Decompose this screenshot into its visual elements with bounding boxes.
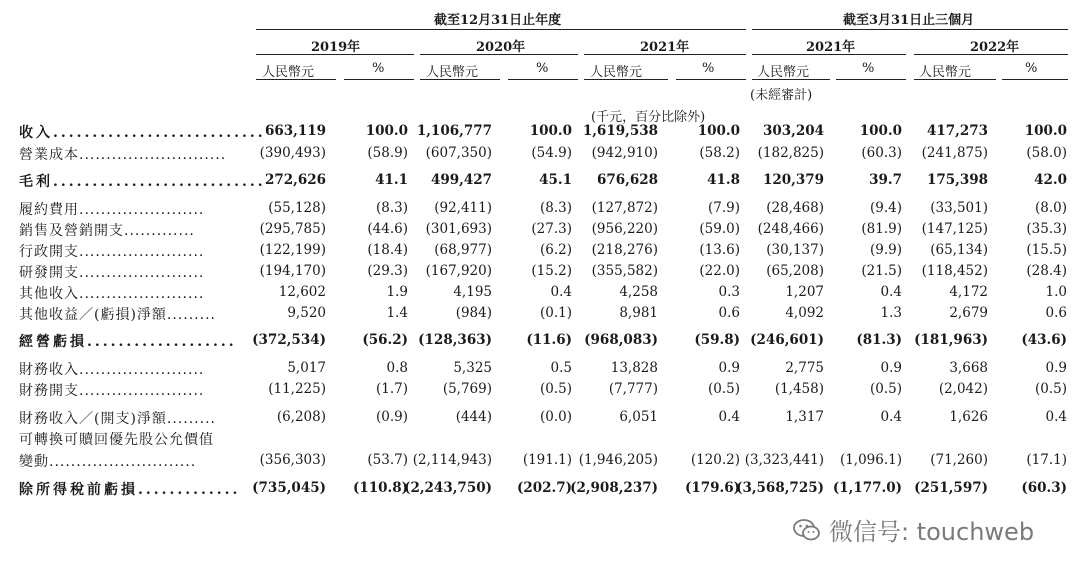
cell-q2021-rmb: (3,323,441) (744, 452, 824, 468)
cell-2020-pct: 45.1 (539, 172, 572, 188)
cell-2020-rmb: (984) (455, 305, 492, 321)
wechat-icon (793, 518, 821, 542)
cell-2020-rmb: (2,243,750) (404, 480, 492, 496)
cell-q2021-rmb: 120,379 (762, 172, 824, 188)
cell-2020-rmb: (2,114,943) (412, 452, 492, 468)
cell-2019-rmb: (356,303) (259, 452, 326, 468)
cell-q2022-pct: (58.0) (1026, 145, 1067, 161)
cell-2020-pct: (191.1) (522, 452, 572, 468)
cell-2021-pct: 41.8 (707, 172, 740, 188)
cell-2019-pct: (53.7) (367, 452, 408, 468)
cell-2021-rmb: 8,981 (619, 305, 658, 321)
cell-q2022-rmb: (71,260) (930, 452, 988, 468)
cell-2019-rmb: (295,785) (259, 221, 326, 237)
cell-2019-rmb: 12,602 (278, 284, 326, 300)
header-year-group: 截至12月31日止年度 (434, 13, 562, 28)
cell-2020-pct: 0.4 (550, 284, 572, 300)
unit-pct: % (372, 61, 385, 76)
row-label: 毛利........................... (19, 174, 266, 190)
cell-q2022-pct: (17.1) (1026, 452, 1067, 468)
cell-q2022-rmb: (147,125) (921, 221, 988, 237)
cell-2019-pct: 1.4 (386, 305, 408, 321)
row-label: 變動........................... (19, 454, 197, 470)
cell-2021-rmb: (127,872) (591, 200, 658, 216)
cell-q2022-pct: 0.4 (1045, 409, 1067, 425)
cell-2021-rmb: (2,908,237) (570, 480, 658, 496)
cell-2020-pct: (0.0) (539, 409, 572, 425)
cell-2021-pct: (59.0) (699, 221, 740, 237)
cell-q2022-pct: (28.4) (1026, 263, 1067, 279)
rule-year (752, 54, 906, 55)
cell-q2021-pct: (9.4) (869, 200, 902, 216)
cell-q2021-rmb: 303,204 (762, 123, 824, 139)
cell-q2022-pct: (35.3) (1026, 221, 1067, 237)
cell-2019-rmb: (11,225) (268, 381, 326, 397)
cell-2020-rmb: (444) (455, 409, 492, 425)
cell-q2021-rmb: 4,092 (785, 305, 824, 321)
cell-2021-pct: 0.4 (718, 409, 740, 425)
cell-2019-pct: (110.8) (352, 480, 408, 496)
rule-year (420, 54, 578, 55)
cell-2019-pct: (56.2) (362, 332, 408, 348)
cell-2019-pct: (44.6) (367, 221, 408, 237)
cell-q2021-pct: (81.9) (861, 221, 902, 237)
cell-2020-pct: (0.1) (539, 305, 572, 321)
cell-q2021-pct: 0.9 (880, 360, 902, 376)
cell-2019-rmb: (6,208) (276, 409, 326, 425)
cell-2020-rmb: (167,920) (425, 263, 492, 279)
cell-q2021-rmb: (28,468) (766, 200, 824, 216)
unaudited-note: (未經審計) (750, 88, 813, 103)
cell-q2022-pct: 42.0 (1034, 172, 1067, 188)
cell-2019-pct: (29.3) (367, 263, 408, 279)
cell-2020-pct: (202.7) (516, 480, 572, 496)
unit-rmb: 人民幣元 (919, 65, 972, 80)
cell-2020-rmb: 1,106,777 (416, 123, 492, 139)
cell-2019-pct: (18.4) (367, 242, 408, 258)
cell-2020-pct: 100.0 (529, 123, 572, 139)
cell-2021-rmb: (218,276) (591, 242, 658, 258)
cell-2019-rmb: (372,534) (252, 332, 326, 348)
row-label: 履約費用....................... (19, 202, 205, 218)
cell-2021-rmb: 4,258 (619, 284, 658, 300)
cell-q2021-rmb: (65,208) (766, 263, 824, 279)
cell-q2022-rmb: (118,452) (921, 263, 988, 279)
rule-quarter-group (752, 29, 1068, 30)
cell-q2021-pct: (60.3) (861, 145, 902, 161)
cell-q2022-rmb: 417,273 (926, 123, 988, 139)
row-label: 除所得稅前虧損............. (19, 482, 241, 498)
cell-2019-rmb: (194,170) (259, 263, 326, 279)
cell-2021-rmb: 6,051 (619, 409, 658, 425)
cell-q2022-rmb: (241,875) (921, 145, 988, 161)
cell-q2022-rmb: (251,597) (914, 480, 988, 496)
cell-2019-rmb: 5,017 (287, 360, 326, 376)
cell-2020-pct: 0.5 (550, 360, 572, 376)
rule-unit (420, 79, 500, 80)
cell-2020-rmb: 5,325 (453, 360, 492, 376)
cell-q2022-pct: 0.6 (1045, 305, 1067, 321)
row-label: 研發開支....................... (19, 265, 205, 281)
cell-2021-pct: (120.2) (690, 452, 740, 468)
cell-2020-pct: (8.3) (539, 200, 572, 216)
cell-2020-pct: (27.3) (531, 221, 572, 237)
header-quarter-group: 截至3月31日止三個月 (843, 13, 975, 28)
cell-q2022-pct: (15.5) (1026, 242, 1067, 258)
cell-2021-pct: (13.6) (699, 242, 740, 258)
cell-2019-rmb: (735,045) (252, 480, 326, 496)
rule-year (914, 54, 1068, 55)
cell-q2021-pct: 100.0 (859, 123, 902, 139)
cell-q2021-rmb: (30,137) (766, 242, 824, 258)
row-label: 財務開支....................... (19, 383, 205, 399)
cell-2020-pct: (0.5) (539, 381, 572, 397)
cell-2021-pct: 0.3 (718, 284, 740, 300)
cell-q2021-pct: (9.9) (869, 242, 902, 258)
cell-2019-pct: (8.3) (375, 200, 408, 216)
cell-q2021-pct: 1.3 (880, 305, 902, 321)
row-label: 財務收入／(開支)淨額......... (19, 411, 216, 427)
rule-unit (1002, 79, 1068, 80)
cell-q2022-pct: (60.3) (1021, 480, 1067, 496)
cell-2020-pct: (11.6) (526, 332, 572, 348)
cell-2019-pct: 41.1 (375, 172, 408, 188)
cell-q2021-pct: (1,177.0) (832, 480, 902, 496)
cell-2019-pct: (1.7) (375, 381, 408, 397)
cell-q2021-rmb: (182,825) (757, 145, 824, 161)
rule-unit (676, 79, 746, 80)
rule-unit (752, 79, 830, 80)
cell-q2022-pct: 0.9 (1045, 360, 1067, 376)
cell-2021-pct: (59.8) (694, 332, 740, 348)
cell-2020-pct: (54.9) (531, 145, 572, 161)
unit-rmb: 人民幣元 (590, 65, 643, 80)
row-label: 銷售及營銷開支............. (19, 223, 195, 239)
year-header: 2022年 (970, 40, 1020, 55)
cell-2021-rmb: (956,220) (591, 221, 658, 237)
watermark (793, 512, 1034, 547)
cell-2021-pct: (0.5) (707, 381, 740, 397)
cell-q2021-pct: 0.4 (880, 409, 902, 425)
cell-2020-rmb: 4,195 (453, 284, 492, 300)
cell-q2021-rmb: (246,601) (750, 332, 824, 348)
rule-unit (256, 79, 336, 80)
cell-2021-rmb: (968,083) (584, 332, 658, 348)
cell-q2021-pct: 0.4 (880, 284, 902, 300)
cell-2021-rmb: (7,777) (608, 381, 658, 397)
cell-2021-pct: (58.2) (699, 145, 740, 161)
cell-2019-pct: (0.9) (375, 409, 408, 425)
year-header: 2019年 (311, 40, 361, 55)
cell-2019-rmb: (122,199) (259, 242, 326, 258)
cell-2021-rmb: 676,628 (596, 172, 658, 188)
cell-2019-pct: (58.9) (367, 145, 408, 161)
cell-2021-rmb: (355,582) (591, 263, 658, 279)
unit-pct: % (1025, 61, 1038, 76)
cell-q2022-rmb: (181,963) (914, 332, 988, 348)
unit-rmb: 人民幣元 (426, 65, 479, 80)
cell-2021-pct: 0.6 (718, 305, 740, 321)
cell-q2021-rmb: (1,458) (774, 381, 824, 397)
unit-pct: % (702, 61, 715, 76)
year-header: 2021年 (806, 40, 856, 55)
cell-q2022-rmb: 175,398 (926, 172, 988, 188)
cell-2020-rmb: (301,693) (425, 221, 492, 237)
cell-q2022-rmb: 2,679 (949, 305, 988, 321)
cell-q2022-pct: 100.0 (1024, 123, 1067, 139)
rule-year-group (256, 29, 746, 30)
cell-q2021-rmb: 1,207 (785, 284, 824, 300)
rule-unit (836, 79, 906, 80)
cell-2019-pct: 1.9 (386, 284, 408, 300)
cell-2021-pct: (7.9) (707, 200, 740, 216)
cell-2020-rmb: (92,411) (434, 200, 492, 216)
unit-rmb: 人民幣元 (262, 65, 315, 80)
cell-q2022-rmb: 3,668 (949, 360, 988, 376)
cell-q2022-pct: (0.5) (1034, 381, 1067, 397)
year-header: 2020年 (476, 40, 526, 55)
cell-2021-pct: (22.0) (699, 263, 740, 279)
row-label: 行政開支....................... (19, 244, 205, 260)
cell-q2021-rmb: (3,568,725) (736, 480, 824, 496)
cell-2020-rmb: (607,350) (425, 145, 492, 161)
rule-year (256, 54, 414, 55)
cell-2019-rmb: 272,626 (264, 172, 326, 188)
row-label: 其他收益／(虧損)淨額......... (19, 307, 216, 323)
cell-q2021-rmb: 2,775 (785, 360, 824, 376)
cell-q2021-pct: (81.3) (856, 332, 902, 348)
cell-q2022-rmb: (65,134) (930, 242, 988, 258)
row-label: 可轉換可贖回優先股公允價值 (19, 432, 214, 448)
row-label: 經營虧損................... (19, 334, 237, 350)
cell-q2021-rmb: (248,466) (757, 221, 824, 237)
unit-pct: % (536, 61, 549, 76)
units-note: (千元，百分比除外) (591, 110, 706, 125)
watermark-text: 微信号: touchweb (829, 518, 1035, 546)
cell-2021-pct: (179.6) (684, 480, 740, 496)
cell-q2021-pct: 39.7 (869, 172, 902, 188)
row-label: 收入........................... (19, 125, 266, 141)
unit-rmb: 人民幣元 (757, 65, 810, 80)
cell-2019-rmb: 663,119 (264, 123, 326, 139)
cell-q2022-rmb: 4,172 (949, 284, 988, 300)
cell-q2022-pct: 1.0 (1045, 284, 1067, 300)
row-label: 其他收入....................... (19, 286, 205, 302)
row-label: 財務收入....................... (19, 362, 205, 378)
cell-2019-pct: 100.0 (365, 123, 408, 139)
rule-unit (584, 79, 668, 80)
cell-q2021-pct: (1,096.1) (839, 452, 902, 468)
year-header: 2021年 (640, 40, 690, 55)
cell-2021-pct: 0.9 (718, 360, 740, 376)
cell-2020-rmb: (68,977) (434, 242, 492, 258)
cell-2019-pct: 0.8 (386, 360, 408, 376)
row-label: 營業成本........................... (19, 147, 227, 163)
cell-2019-rmb: (390,493) (259, 145, 326, 161)
cell-q2021-pct: (0.5) (869, 381, 902, 397)
cell-2020-pct: (15.2) (531, 263, 572, 279)
unit-pct: % (862, 61, 875, 76)
cell-2019-rmb: 9,520 (287, 305, 326, 321)
cell-q2021-pct: (21.5) (861, 263, 902, 279)
cell-2021-pct: 100.0 (697, 123, 740, 139)
cell-2021-rmb: 1,619,538 (582, 123, 658, 139)
cell-q2022-pct: (8.0) (1034, 200, 1067, 216)
cell-q2022-rmb: 1,626 (949, 409, 988, 425)
cell-2020-rmb: 499,427 (430, 172, 492, 188)
cell-2021-rmb: (1,946,205) (578, 452, 658, 468)
cell-q2022-rmb: (33,501) (930, 200, 988, 216)
cell-2019-rmb: (55,128) (268, 200, 326, 216)
cell-q2021-rmb: 1,317 (785, 409, 824, 425)
rule-year (584, 54, 746, 55)
rule-unit (914, 79, 996, 80)
cell-2020-pct: (6.2) (539, 242, 572, 258)
cell-2021-rmb: (942,910) (591, 145, 658, 161)
cell-q2022-pct: (43.6) (1021, 332, 1067, 348)
rule-unit (508, 79, 578, 80)
cell-2020-rmb: (128,363) (418, 332, 492, 348)
cell-2020-rmb: (5,769) (442, 381, 492, 397)
cell-2021-rmb: 13,828 (610, 360, 658, 376)
rule-unit (344, 79, 414, 80)
cell-q2022-rmb: (2,042) (938, 381, 988, 397)
